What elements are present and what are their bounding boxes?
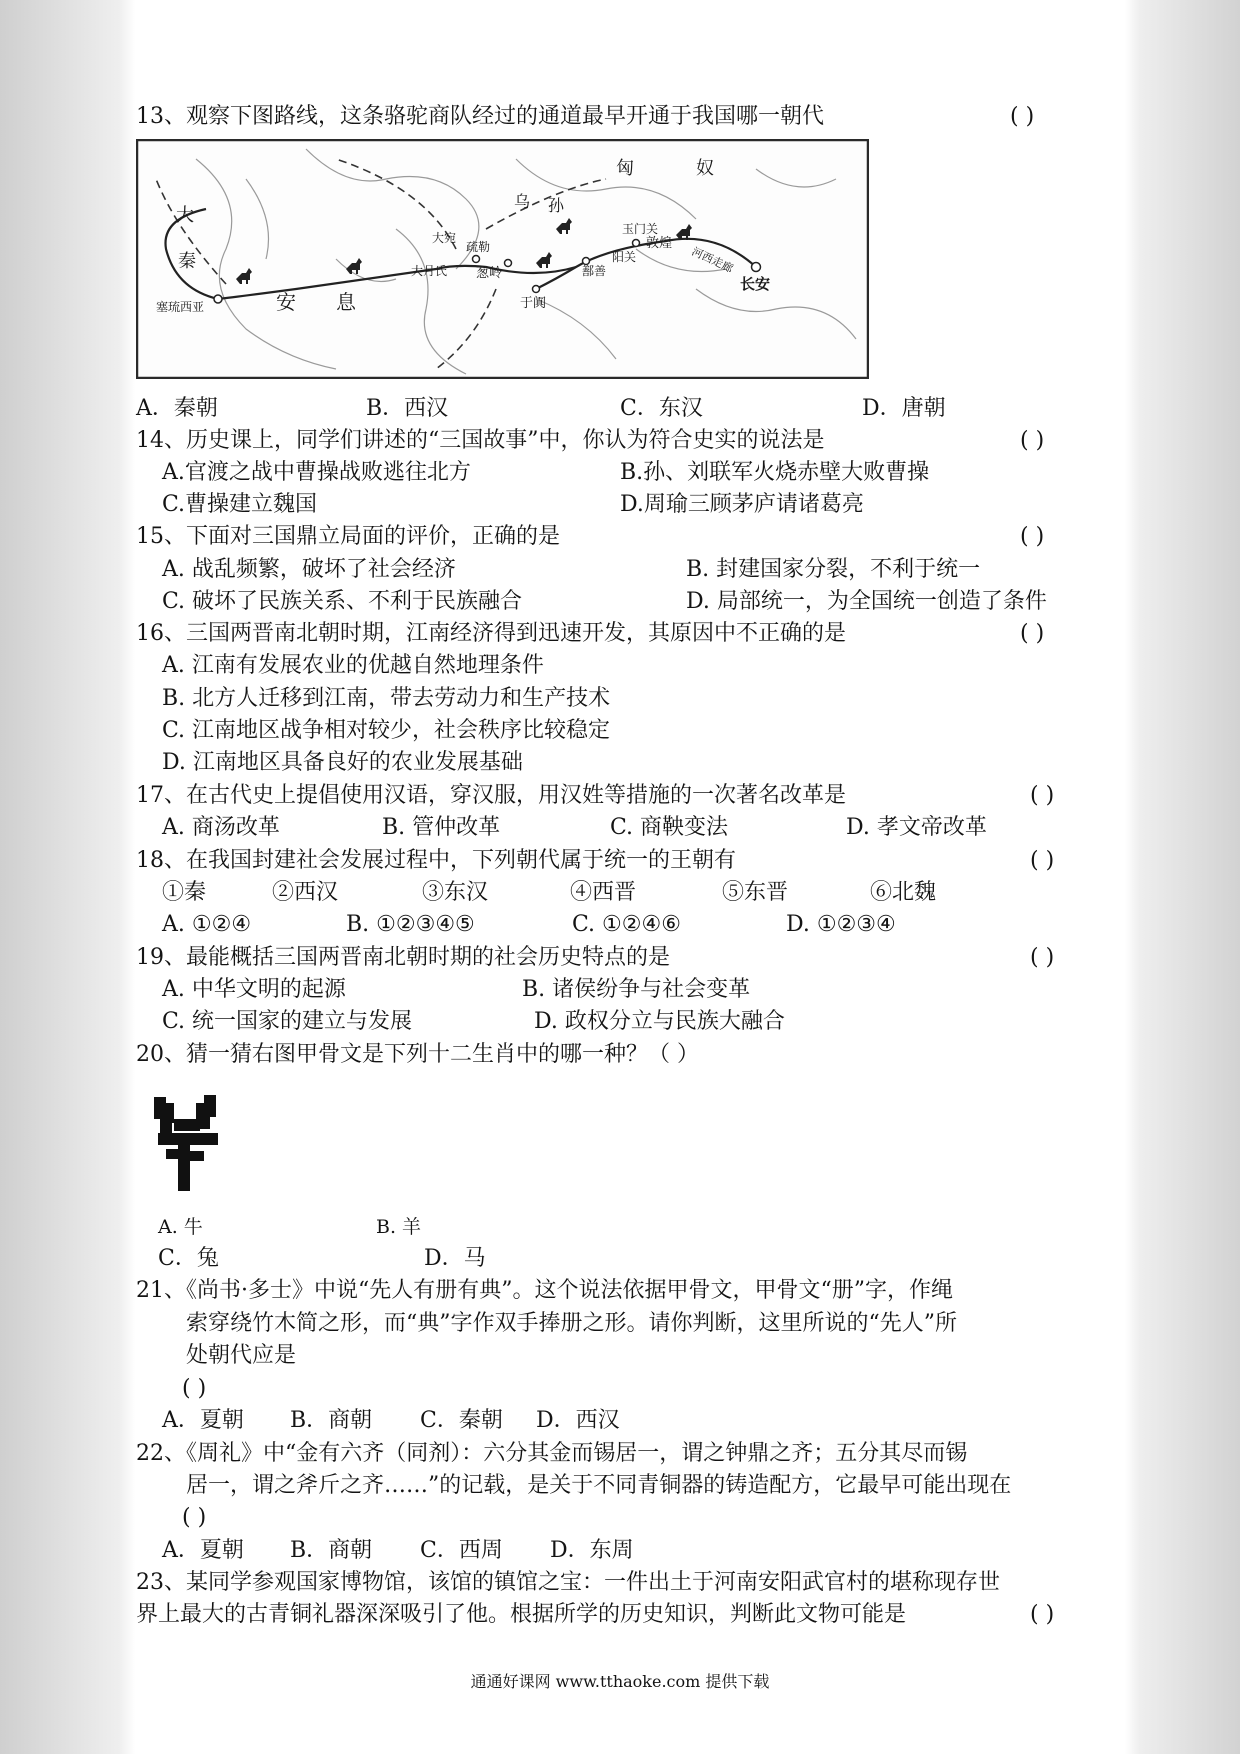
q19-option-b: B. 诸侯纷争与社会变革: [522, 977, 751, 1002]
q15-option-c: C. 破坏了民族关系、不利于民族融合: [162, 589, 523, 614]
q19-option-a: A. 中华文明的起源: [162, 977, 346, 1002]
q16-option-d: D. 江南地区具备良好的农业发展基础: [162, 750, 523, 775]
map-label-qin: 秦: [178, 251, 196, 272]
map-border: [137, 140, 868, 378]
q18-option-b: B. ①②③④⑤: [346, 912, 475, 937]
q18-item-5: ⑤东晋: [722, 880, 789, 905]
map-label-wu: 乌: [514, 192, 531, 211]
map-label-hexi: 河西走廊: [689, 244, 736, 276]
q16-answer-paren: ( ): [1020, 621, 1045, 646]
q13-answer-paren: ( ): [1010, 104, 1035, 129]
q22-option-c: C．西周: [420, 1538, 503, 1563]
q16-option-b: B. 北方人迁移到江南，带去劳动力和生产技术: [162, 686, 611, 711]
q20-option-c: C．兔: [158, 1246, 219, 1271]
q13-option-d: D．唐朝: [862, 396, 946, 421]
q13-option-a: A．秦朝: [136, 396, 218, 421]
q19-option-c: C. 统一国家的建立与发展: [162, 1009, 413, 1034]
map-label-shanshan: 鄯善: [582, 264, 607, 278]
q21-line-3: 处朝代应是: [186, 1343, 297, 1368]
q14-stem: 14、历史课上，同学们讲述的“三国故事”中，你认为符合史实的说法是: [136, 428, 825, 453]
q14-option-d: D.周瑜三顾茅庐请诸葛亮: [620, 492, 864, 517]
map-label-changan: 长安: [740, 275, 771, 293]
q20-option-b: B. 羊: [376, 1216, 422, 1238]
map-label-yangguan: 阳关: [612, 250, 637, 264]
q17-option-b: B. 管仲改革: [382, 815, 501, 840]
q22-line-1: 22、《周礼》中“金有六齐（同剂）：六分其金而锡居一，谓之钟鼎之齐；五分其尽而锡: [136, 1441, 968, 1466]
map-label-xi: 息: [336, 290, 356, 314]
q20-stem: 20、猜一猜右图甲骨文是下列十二生肖中的哪一种？（ ）: [136, 1042, 699, 1067]
q16-stem: 16、三国两晋南北朝时期，江南经济得到迅速开发，其原因中不正确的是: [136, 621, 846, 646]
map-label-shule: 疏勒: [466, 240, 491, 254]
map-label-an: 安: [276, 290, 296, 314]
oracle-bone-glyph-image: [150, 1093, 226, 1195]
q18-item-1: ①秦: [162, 880, 207, 905]
q23-line-2: 界上最大的古青铜礼器深深吸引了他。根据所学的历史知识，判断此文物可能是: [136, 1602, 907, 1627]
q22-option-b: B．商朝: [290, 1538, 373, 1563]
q22-answer-paren: ( ): [182, 1505, 207, 1530]
map-label-seleucia: 塞琉西亚: [156, 300, 205, 314]
q18-option-d: D. ①②③④: [786, 912, 896, 937]
map-label-yutian: 于阗: [520, 296, 547, 311]
q22-line-2: 居一，谓之斧斤之齐……”的记载，是关于不同青铜器的铸造配方，它最早可能出现在: [186, 1473, 1012, 1498]
q16-option-a: A. 江南有发展农业的优越自然地理条件: [162, 653, 544, 678]
q17-answer-paren: ( ): [1030, 783, 1055, 808]
q21-answer-paren: ( ): [182, 1376, 207, 1401]
q19-answer-paren: ( ): [1030, 945, 1055, 970]
q22-option-d: D．东周: [550, 1538, 634, 1563]
q20-option-d: D．马: [424, 1246, 486, 1271]
q21-option-b: B．商朝: [290, 1408, 373, 1433]
q17-option-d: D. 孝文帝改革: [846, 815, 987, 840]
oracle-glyph-strokes: [154, 1095, 218, 1191]
q13-option-c: C．东汉: [620, 396, 703, 421]
q18-stem: 18、在我国封建社会发展过程中，下列朝代属于统一的王朝有: [136, 848, 736, 873]
q17-option-a: A. 商汤改革: [162, 815, 280, 840]
q18-item-3: ③东汉: [422, 880, 489, 905]
q13-stem: 13、观察下图路线，这条骆驼商队经过的通道最早开通于我国哪一朝代: [136, 104, 824, 129]
q17-option-c: C. 商鞅变法: [610, 815, 729, 840]
q23-line-1: 23、某同学参观国家博物馆，该馆的镇馆之宝：一件出土于河南安阳武官村的堪称现存世: [136, 1570, 1000, 1595]
map-label-da: 大: [176, 205, 194, 226]
q21-option-c: C．秦朝: [420, 1408, 503, 1433]
q21-option-d: D．西汉: [536, 1408, 620, 1433]
q18-option-c: C. ①②④⑥: [572, 912, 681, 937]
q18-option-a: A. ①②④: [162, 912, 252, 937]
q18-item-4: ④西晋: [570, 880, 637, 905]
q23-answer-paren: ( ): [1030, 1602, 1055, 1627]
q17-stem: 17、在古代史上提倡使用汉语，穿汉服，用汉姓等措施的一次著名改革是: [136, 783, 846, 808]
q14-option-c: C.曹操建立魏国: [162, 492, 318, 517]
q20-option-a: A. 牛: [158, 1216, 203, 1238]
q15-option-a: A. 战乱频繁，破坏了社会经济: [162, 557, 456, 582]
page-footer: 通通好课网 www.tthaoke.com 提供下载: [470, 1672, 770, 1691]
q21-option-a: A．夏朝: [162, 1408, 244, 1433]
map-label-dunhuang: 敦煌: [646, 236, 673, 251]
q13-option-b: B．西汉: [366, 396, 449, 421]
map-label-dayuan: 大宛: [432, 231, 457, 245]
q15-option-b: B. 封建国家分裂，不利于统一: [686, 557, 981, 582]
q21-line-2: 索穿绕竹木简之形，而“典”字作双手捧册之形。请你判断，这里所说的“先人”所: [186, 1311, 957, 1336]
q19-option-d: D. 政权分立与民族大融合: [534, 1009, 785, 1034]
q14-option-b: B.孙、刘联军火烧赤壁大败曹操: [620, 460, 930, 485]
q18-item-6: ⑥北魏: [870, 880, 937, 905]
q22-option-a: A．夏朝: [162, 1538, 244, 1563]
map-label-yumenguan: 玉门关: [622, 222, 659, 236]
q15-stem: 15、下面对三国鼎立局面的评价，正确的是: [136, 524, 560, 549]
map-label-dayuezhi: 大月氏: [411, 264, 448, 278]
q18-answer-paren: ( ): [1030, 848, 1055, 873]
map-label-nu: 奴: [696, 158, 714, 179]
q14-option-a: A.官渡之战中曹操战败逃往北方: [162, 460, 471, 485]
q15-option-d: D. 局部统一，为全国统一创造了条件: [686, 589, 1047, 614]
q19-stem: 19、最能概括三国两晋南北朝时期的社会历史特点的是: [136, 945, 670, 970]
map-label-congling: 葱岭: [476, 266, 503, 281]
map-label-xiong: 匈: [616, 158, 634, 179]
q16-option-c: C. 江南地区战争相对较少，社会秩序比较稳定: [162, 718, 611, 743]
map-label-sun: 孙: [548, 196, 565, 215]
silk-road-map: [136, 139, 869, 379]
q21-line-1: 21、《尚书·多士》中说“先人有册有典”。这个说法依据甲骨文，甲骨文“册”字，作绳: [136, 1278, 953, 1303]
q18-item-2: ②西汉: [272, 880, 339, 905]
q15-answer-paren: ( ): [1020, 524, 1045, 549]
q14-answer-paren: ( ): [1020, 428, 1045, 453]
